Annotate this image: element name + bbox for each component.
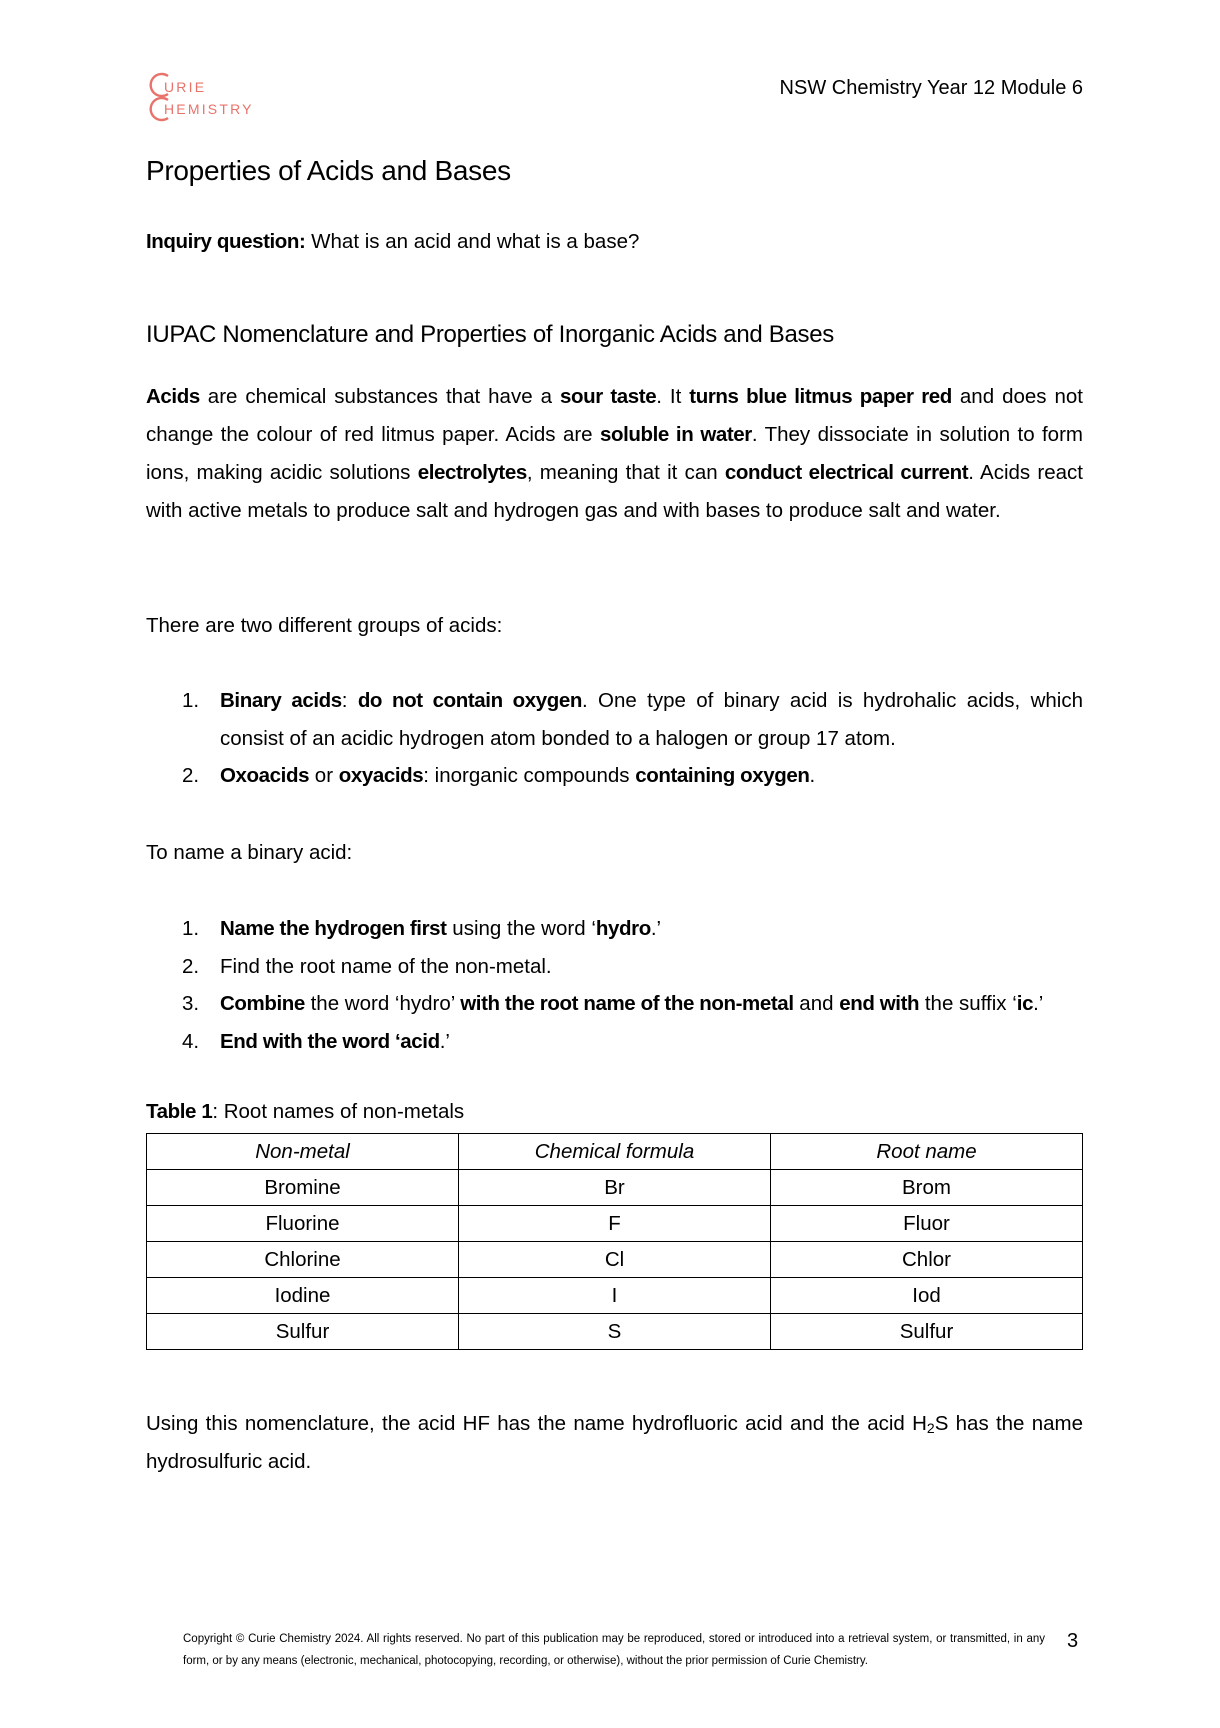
list-number: 3. xyxy=(182,992,200,1015)
text-run: . One type of binary acid is hydrohalic acids, which consist of an acidic hydrogen atom bonded to a halogen or group 17 atom. xyxy=(220,689,1083,750)
list-number: 2. xyxy=(182,764,200,787)
table-row xyxy=(147,1170,1083,1206)
text-run: the suffix ‘ xyxy=(919,992,1017,1015)
text-run: : xyxy=(341,689,358,712)
subscript: 2 xyxy=(926,1420,935,1436)
text-run: or xyxy=(309,764,339,787)
table-cell: Iod xyxy=(771,1278,1083,1314)
column-header: Root name xyxy=(771,1134,1083,1170)
table-cell: Br xyxy=(459,1170,771,1206)
inquiry-text: What is an acid and what is a base? xyxy=(305,230,640,253)
text-run: and xyxy=(793,992,840,1015)
text-run: the word ‘hydro’ xyxy=(304,992,461,1015)
bold-term: Combine xyxy=(220,992,305,1015)
column-header: Non-metal xyxy=(147,1134,459,1170)
table-caption xyxy=(146,1100,464,1124)
text-run: .’ xyxy=(439,1029,450,1053)
text-run: are chemical substances that have a xyxy=(199,385,560,408)
text-run: . xyxy=(809,764,816,787)
text-run: using the word ‘ xyxy=(446,917,596,940)
column-header: Chemical formula xyxy=(459,1134,771,1170)
text-run: Find the root name of the non-metal. xyxy=(220,954,552,978)
table-row xyxy=(147,1314,1083,1350)
bold-term: soluble in water xyxy=(599,423,752,446)
list-item xyxy=(182,910,1083,948)
list-item xyxy=(182,1023,1083,1061)
text-run: Using this nomenclature, the acid HF has the name hydrofluoric acid and the acid H xyxy=(146,1412,927,1435)
list-item xyxy=(182,757,1083,795)
naming-steps-list xyxy=(182,910,1083,1060)
text-run: .’ xyxy=(650,917,662,940)
acids-term: Acids xyxy=(146,385,200,408)
page-number: 3 xyxy=(1067,1630,1079,1652)
caption-label: Table 1 xyxy=(146,1100,213,1123)
curie-chemistry-logo-icon xyxy=(146,68,186,128)
groups-intro: There are two different groups of acids: xyxy=(146,614,503,637)
text-run: .’ xyxy=(1033,992,1044,1015)
list-item xyxy=(182,985,1083,1023)
section-heading: IUPAC Nomenclature and Properties of Inorganic Acids and Bases xyxy=(146,321,834,348)
logo-text-line1: URIE xyxy=(164,79,207,95)
table-cell: Sulfur xyxy=(147,1314,459,1350)
bold-term: hydro xyxy=(595,917,651,940)
bold-term: End with the word ‘acid xyxy=(220,1029,440,1053)
bold-term: electrolytes xyxy=(417,461,527,484)
bold-term: ic xyxy=(1016,992,1034,1015)
bold-term: oxyacids xyxy=(338,764,424,787)
table-cell: Chlorine xyxy=(147,1242,459,1278)
text-run: : inorganic compounds xyxy=(423,764,636,787)
table-cell: Sulfur xyxy=(771,1314,1083,1350)
bold-term: containing oxygen xyxy=(635,764,810,787)
table-cell: I xyxy=(459,1278,771,1314)
list-number: 2. xyxy=(182,954,200,978)
table-cell: Chlor xyxy=(771,1242,1083,1278)
table-row xyxy=(147,1206,1083,1242)
bold-term: end with xyxy=(839,992,920,1015)
bold-term: Oxoacids xyxy=(220,764,310,787)
text-run: S has the name hydrosulfuric acid. xyxy=(146,1412,1084,1473)
root-names-table xyxy=(146,1133,1083,1350)
table-header-row xyxy=(147,1134,1083,1170)
inquiry-question xyxy=(146,230,639,254)
table-cell: Brom xyxy=(771,1170,1083,1206)
table-row xyxy=(147,1242,1083,1278)
table-cell: Cl xyxy=(459,1242,771,1278)
text-run: . They dissociate in solution to form ions, making acidic solutions xyxy=(146,423,1083,484)
list-item xyxy=(182,948,1083,986)
acid-groups-list xyxy=(182,682,1083,795)
naming-intro: To name a binary acid: xyxy=(146,841,353,864)
bold-term: turns blue litmus paper red xyxy=(689,385,952,408)
bold-term: Name the hydrogen first xyxy=(220,917,447,940)
text-run: . It xyxy=(656,385,690,408)
bold-term: conduct electrical current xyxy=(724,461,969,484)
caption-text: : Root names of non-metals xyxy=(212,1100,465,1123)
table-cell: Bromine xyxy=(147,1170,459,1206)
bold-term: do not contain oxygen xyxy=(357,689,583,712)
table-cell: Iodine xyxy=(147,1278,459,1314)
list-item xyxy=(182,682,1083,757)
text-run: and does not change the colour of red litmus paper. Acids are xyxy=(146,385,1084,446)
final-paragraph xyxy=(146,1405,1083,1481)
course-header: NSW Chemistry Year 12 Module 6 xyxy=(779,77,1083,99)
table-cell: S xyxy=(459,1314,771,1350)
table-cell: F xyxy=(459,1206,771,1242)
bold-term: with the root name of the non-metal xyxy=(460,992,794,1015)
inquiry-label: Inquiry question: xyxy=(146,230,306,253)
logo xyxy=(146,68,296,128)
logo-text-line2: HEMISTRY xyxy=(164,101,254,117)
table-cell: Fluorine xyxy=(147,1206,459,1242)
table-row xyxy=(147,1278,1083,1314)
text-run: . Acids react with active metals to produce salt and hydrogen gas and with bases to produce salt and water. xyxy=(146,461,1083,522)
acids-paragraph xyxy=(146,378,1083,530)
bold-term: Binary acids xyxy=(220,689,342,712)
page-title: Properties of Acids and Bases xyxy=(146,155,511,186)
copyright-footer: Copyright © Curie Chemistry 2024. All rights reserved. No part of this publication may be reproduced, stored or introduced into a retrieval system, or transmitted, in any form, or by any means (electronic, mechanical, photocopying, recording, or otherwise), without the prior permission of Curie Chemistry. xyxy=(183,1633,1045,1667)
text-run: , meaning that it can xyxy=(526,461,725,484)
list-number: 1. xyxy=(182,689,200,712)
table-cell: Fluor xyxy=(771,1206,1083,1242)
bold-term: sour taste xyxy=(559,385,657,408)
list-number: 1. xyxy=(182,917,200,940)
list-number: 4. xyxy=(182,1029,200,1053)
